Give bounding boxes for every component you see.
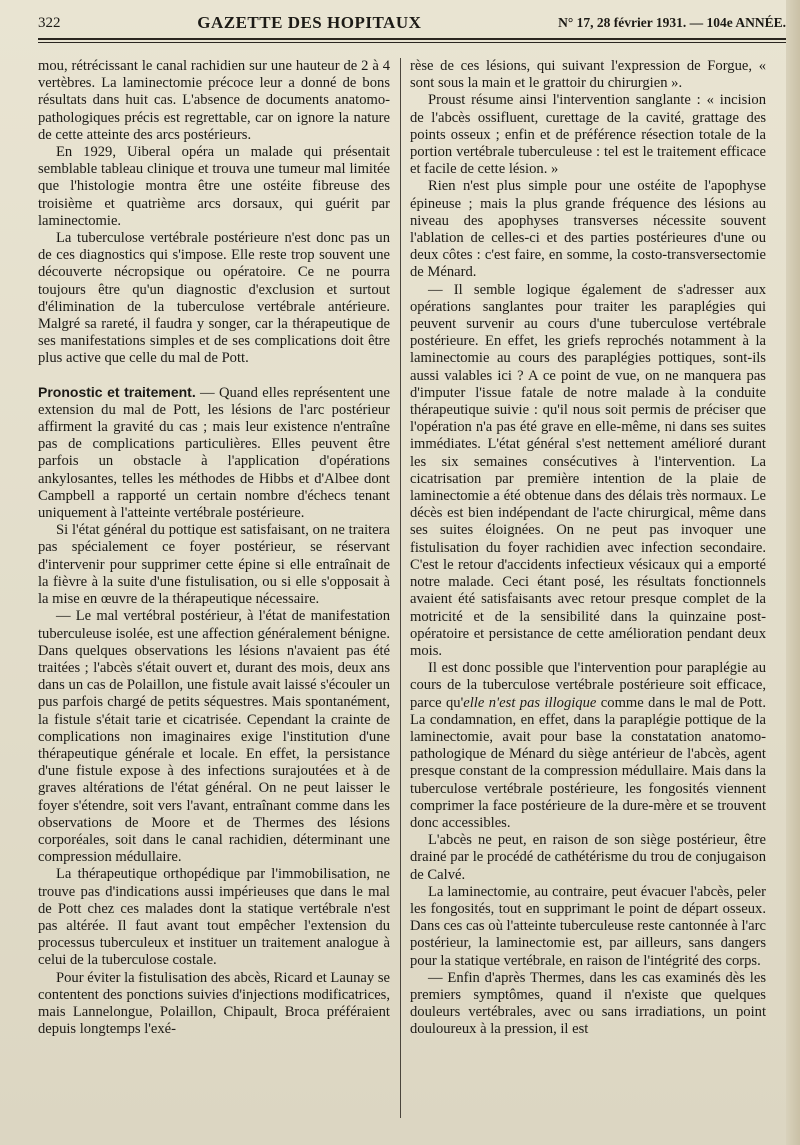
header-rule-thin [38,42,788,43]
paragraph: Pour éviter la fistulisation des abcès, Ricard et Launay se contentent des ponctions suivies d'injections modificatrices, mais Lannelongue, Polaillon, Chipault, Broca préféraient depuis longtemps l'exé- [38,969,390,1038]
page-edge [786,0,800,1145]
paragraph: La laminectomie, au contraire, peut évacuer l'abcès, peler les fongosités, tout en supprimant le point de départ osseux. Dans ces cas où l'atteinte tuberculeuse reste cantonnée à l'arc postérieur, la laminectomie est, par ailleurs, sans dangers pour la statique vertébrale, en raison de l'intégrité des corps. [410,883,766,969]
section-heading: Pronostic et traitement. [38,383,196,400]
page-header [38,10,786,36]
paragraph: L'abcès ne peut, en raison de son siège postérieur, être drainé par le procédé de cathétérisme du trou de conjugaison de Calvé. [410,832,766,883]
paragraph [410,660,766,832]
paragraph-text: comme dans le mal de Pott. La condamnation, en effet, dans la paraplégie pottique de la laminectomie, avait pour base la constatation anatomo-pathologique de Ménard du siège antérieur de l'abcès, agent presque constant de la compression médullaire. Mais dans la tuberculose vertébrale postérieure, les fongosités viennent comprimer la face postérieure de la dure-mère et se trouvent donc accessibles. [410,694,766,831]
paragraph: Rien n'est plus simple pour une ostéite de l'apophyse épineuse ; mais la plus grande fréquence des lésions au niveau des apophyses transverses nécessite souvent l'ablation de celles-ci et des parties postérieures d'une ou deux côtes : c'est faire, en somme, la costo-transversectomie de Ménard. [410,178,766,281]
paragraph: — Il semble logique également de s'adresser aux opérations sanglantes pour traiter les paraplégies qui peuvent survenir au cours d'une tuberculose vertébrale postérieure. En effet, les griefs reprochés notamment à la laminectomie au cours des paraplégies pottiques, sont-ils aussi valables ici ? A ce point de vue, on ne manquera pas d'imputer l'issue fatale de notre malade à la conduite thérapeutique suivie : qu'il nous soit permis de préciser que l'opération n'a pas été grave en elle-même, ni dans ses suites immédiates. L'état général s'est nettement amélioré durant les six semaines consécutives à l'intervention. La cicatrisation par première intention de la plaie de laminectomie a été obtenue dans des délais très normaux. Le décès est bien indépendant de l'acte chirurgical, même dans ses suites éloignées. On ne peut pas invoquer une fistulisation du foyer rachidien avec infection secondaire. C'est le retour d'accidents infectieux vésicaux qui a emporté notre malade. Ceci étant posé, les résultats fonctionnels avaient été satisfaisants avec retour presque complet de la motricité et de la sensibilité dans la quinzaine post-opératoire et persistance de cette amélioration pendant deux mois. [410,281,766,659]
page-number: 322 [38,14,61,31]
paragraph: La thérapeutique orthopédique par l'immobilisation, ne trouve pas d'indications aussi impérieuses que dans le mal de Pott chez ces malades dont la statique vertébrale n'est pas altérée. Il faut avant tout empêcher l'extension du processus tuberculeux et instituer un traitement analogue à celui de la tuberculose costale. [38,866,390,969]
paragraph: mou, rétrécissant le canal rachidien sur une hauteur de 2 à 4 vertèbres. La laminectomie précoce leur a donné de bons résultats dans huit cas. L'absence de documents anatomo-pathologiques précis est regrettable, car on ignore la nature de cette atteinte des arcs postérieurs. [38,58,390,143]
emphasized-text: elle n'est pas illogique [463,694,597,711]
column-divider [400,58,401,1118]
paragraph: La tuberculose vertébrale postérieure n'est donc pas un de ces diagnostics qui s'impose. Elle reste trop souvent une découverte nécropsique ou opératoire. Ce ne pourra toujours être qu'un diagnostic d'exclusion et surtout d'élimination de la tuberculose vertébrale antérieure. Malgré sa rareté, il faudra y songer, car la thérapeutique de ses manifestations simples et de ses complications doit être plus active que celle du mal de Pott. [38,230,390,367]
right-column [410,58,766,1138]
journal-title: GAZETTE DES HOPITAUX [197,13,422,32]
left-column [38,58,390,1138]
paragraph: Si l'état général du pottique est satisfaisant, on ne traitera pas spécialement ce foyer postérieur, se réservant d'intervenir pour supprimer cette épine si elle entraînait de la fièvre à la suite d'une fistulisation, ou si elle s'opposait à la mise en œuvre de la thérapeutique nécessaire. [38,522,390,608]
paragraph: Proust résume ainsi l'intervention sanglante : « incision de l'abcès ossifluent, curettage de la cavité, grattage des points osseux ; enfin et de préférence résection totale de la portion vertébrale tuberculeuse : tel est le traitement efficace et facile de cette lésion. » [410,92,766,178]
header-rule [38,38,788,40]
paragraph-text: Il est donc possible que l'intervention pour paraplégie au cours de la tuberculose vertébrale postérieure soit efficace, parce qu' [410,660,766,711]
paragraph: En 1929, Uiberal opéra un malade qui présentait semblable tableau clinique et trouva une tumeur mal limitée que l'histologie montra être une ostéite fibreuse des troisième et quatrième arcs dorsaux, qui guérit par laminectomie. [38,144,390,229]
paragraph: rèse de ces lésions, qui suivant l'expression de Forgue, « sont sous la main et le grattoir du chirurgien ». [410,58,766,92]
section-paragraph [38,384,390,523]
issue-info: N° 17, 28 février 1931. — 104e ANNÉE. [558,15,786,30]
section-text: — Quand elles représentent une extension du mal de Pott, les lésions de l'arc postérieur affirment la gravité du cas ; mais leur existence n'entraîne pas de complications particulières. Elles peuvent être parfois un obstacle à l'application d'opérations ankylosantes, telles les méthodes de Hibbs et d'Albee dont Campbell a rapporté un certain nombre d'échecs tenant uniquement à l'atteinte vertébrale postérieure. [38,384,390,522]
paragraph: — Le mal vertébral postérieur, à l'état de manifestation tuberculeuse isolée, est une affection généralement bénigne. Dans quelques observations les lésions n'avaient pas été traitées ; l'abcès s'était ouvert et, durant des mois, deux ans dans un cas de Polaillon, une fistule avait laissé s'écouler un pus parfois chargé de petits séquestres. Mais spontanément, la fistule s'était tarie et cicatrisée. Cependant la crainte de complications non imaginaires exige l'institution d'une thérapeutique générale et locale. En effet, la persistance d'une fistule expose à des infections surajoutées et à de graves altérations de l'état général. On ne peut laisser le foyer s'étendre, soit vers l'avant, entraînant comme dans les observations de Moore et de Thermes des lésions corporéales, soit dans le canal rachidien, déterminant une compression médullaire. [38,608,390,866]
paragraph: — Enfin d'après Thermes, dans les cas examinés dès les premiers symptômes, quand il n'existe que quelques douleurs vertébrales, avec ou sans irradiations, un point douloureux à la pression, il est [410,969,766,1038]
